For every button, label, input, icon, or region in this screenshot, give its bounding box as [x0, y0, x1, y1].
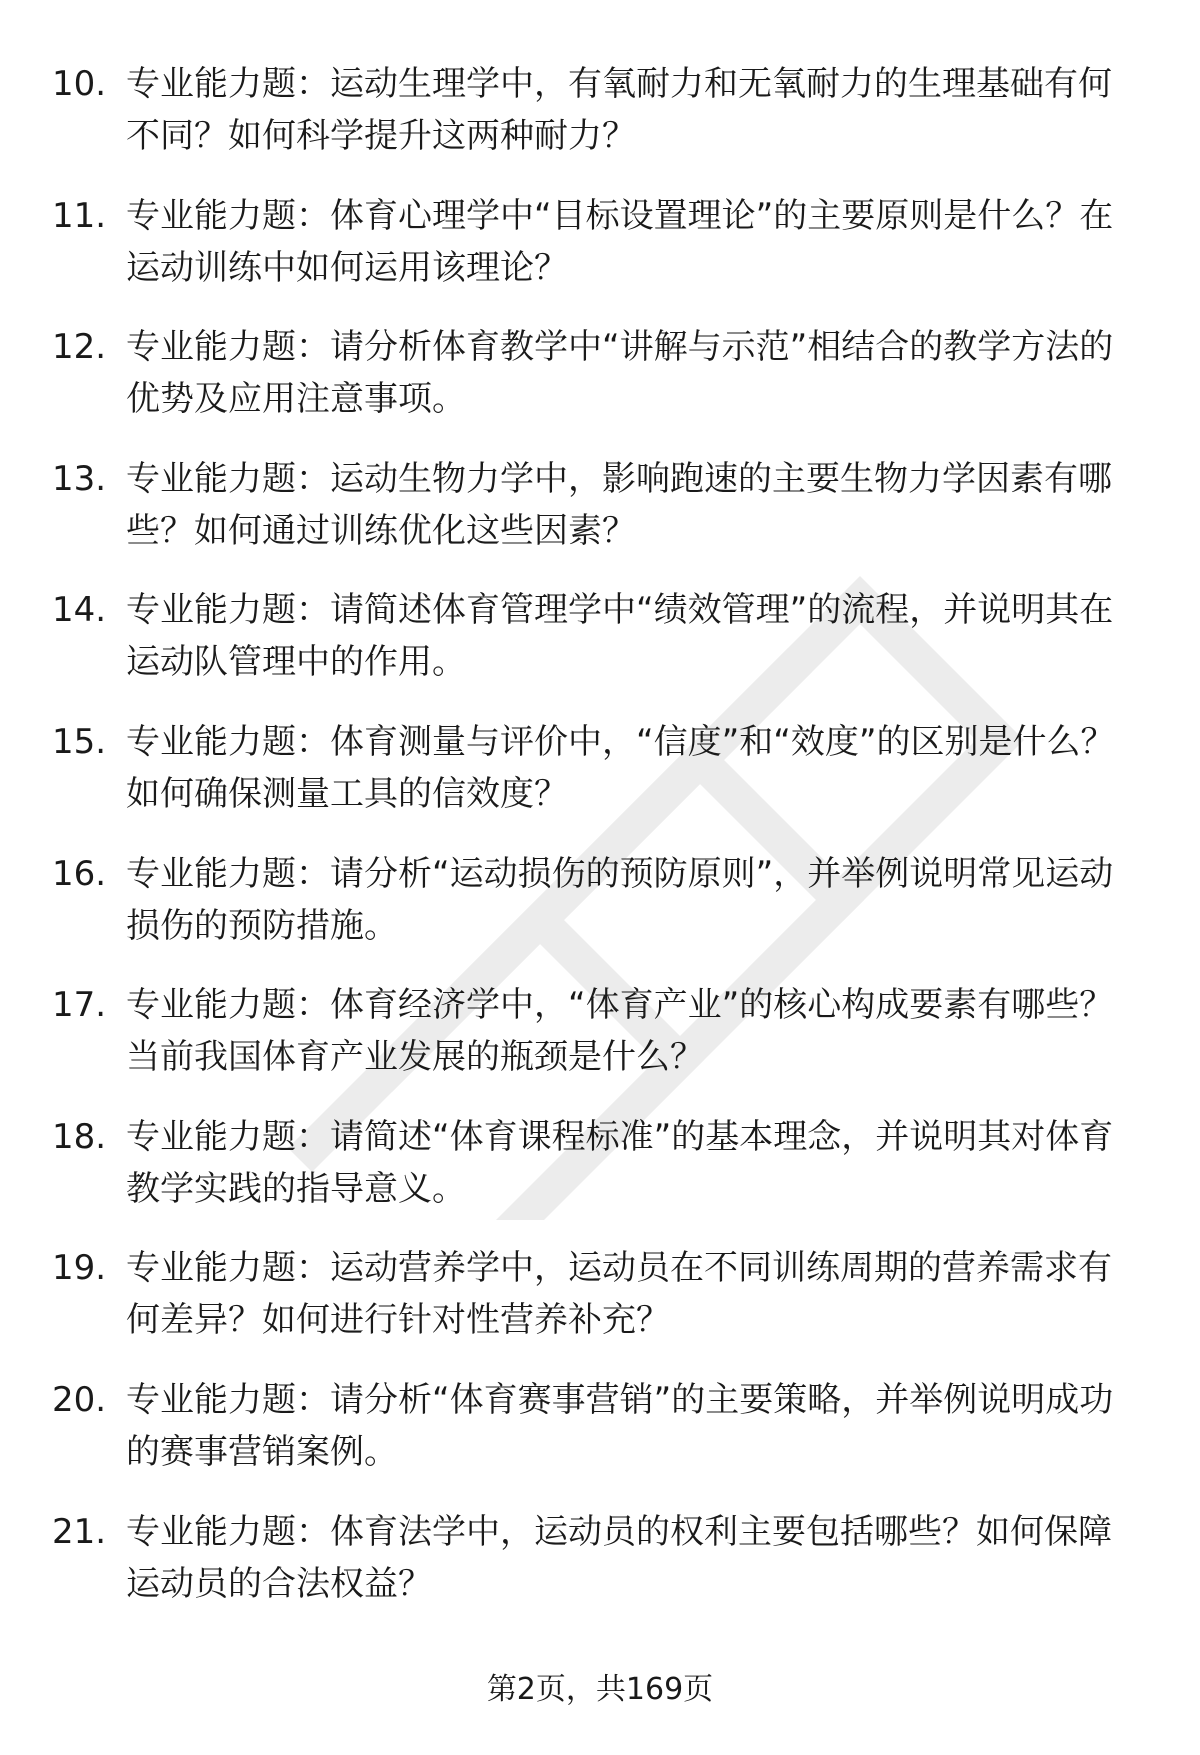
question-text: 专业能力题：体育经济学中，“体育产业”的核心构成要素有哪些？当前我国体育产业发展的瓶颈是什么？: [126, 985, 1114, 1078]
question-text: 专业能力题：运动营养学中，运动员在不同训练周期的营养需求有何差异？如何进行针对性营养补充？: [126, 1248, 1112, 1341]
question-item: [0, 979, 1200, 1111]
question-number: 21.: [52, 1511, 107, 1552]
question-number: 11.: [52, 195, 107, 236]
question-item: [0, 848, 1200, 980]
question-text: 专业能力题：体育心理学中“目标设置理论”的主要原则是什么？在运动训练中如何运用该理论？: [126, 195, 1114, 288]
question-item: [0, 1374, 1200, 1506]
question-item: [0, 584, 1200, 716]
question-number: 13.: [52, 458, 107, 499]
question-number: 19.: [52, 1248, 107, 1289]
question-number: 15.: [52, 721, 107, 762]
question-number: 20.: [52, 1379, 107, 1420]
question-number: 18.: [52, 1116, 107, 1157]
question-text: 专业能力题：运动生物力学中，影响跑速的主要生物力学因素有哪些？如何通过训练优化这些因素？: [126, 458, 1112, 551]
question-text: 专业能力题：请分析“运动损伤的预防原则”，并举例说明常见运动损伤的预防措施。: [126, 853, 1114, 946]
question-text: 专业能力题：请简述体育管理学中“绩效管理”的流程，并说明其在运动队管理中的作用。: [126, 590, 1114, 683]
question-number: 16.: [52, 853, 107, 894]
question-item: [0, 190, 1200, 322]
question-number: 10.: [52, 64, 107, 104]
question-item: [0, 1506, 1200, 1638]
question-text: 专业能力题：请分析体育教学中“讲解与示范”相结合的教学方法的优势及应用注意事项。: [126, 327, 1114, 420]
question-item: [0, 321, 1200, 453]
question-item: [0, 58, 1200, 190]
question-list: [0, 58, 1200, 1637]
question-text: 专业能力题：请简述“体育课程标准”的基本理念，并说明其对体育教学实践的指导意义。: [126, 1116, 1114, 1209]
question-number: 14.: [52, 590, 107, 631]
question-number: 17.: [52, 985, 107, 1026]
question-item: [0, 1111, 1200, 1243]
question-text: 专业能力题：运动生理学中，有氧耐力和无氧耐力的生理基础有何不同？如何科学提升这两种耐力？: [126, 64, 1112, 156]
question-text: 专业能力题：体育法学中，运动员的权利主要包括哪些？如何保障运动员的合法权益？: [126, 1511, 1112, 1604]
question-item: [0, 453, 1200, 585]
question-item: [0, 1242, 1200, 1374]
page-footer: 第2页，共169页: [486, 1672, 714, 1707]
question-text: 专业能力题：体育测量与评价中，“信度”和“效度”的区别是什么？如何确保测量工具的信效度？: [126, 721, 1115, 814]
question-item: [0, 716, 1200, 848]
question-text: 专业能力题：请分析“体育赛事营销”的主要策略，并举例说明成功的赛事营销案例。: [126, 1379, 1114, 1472]
question-number: 12.: [52, 327, 107, 368]
